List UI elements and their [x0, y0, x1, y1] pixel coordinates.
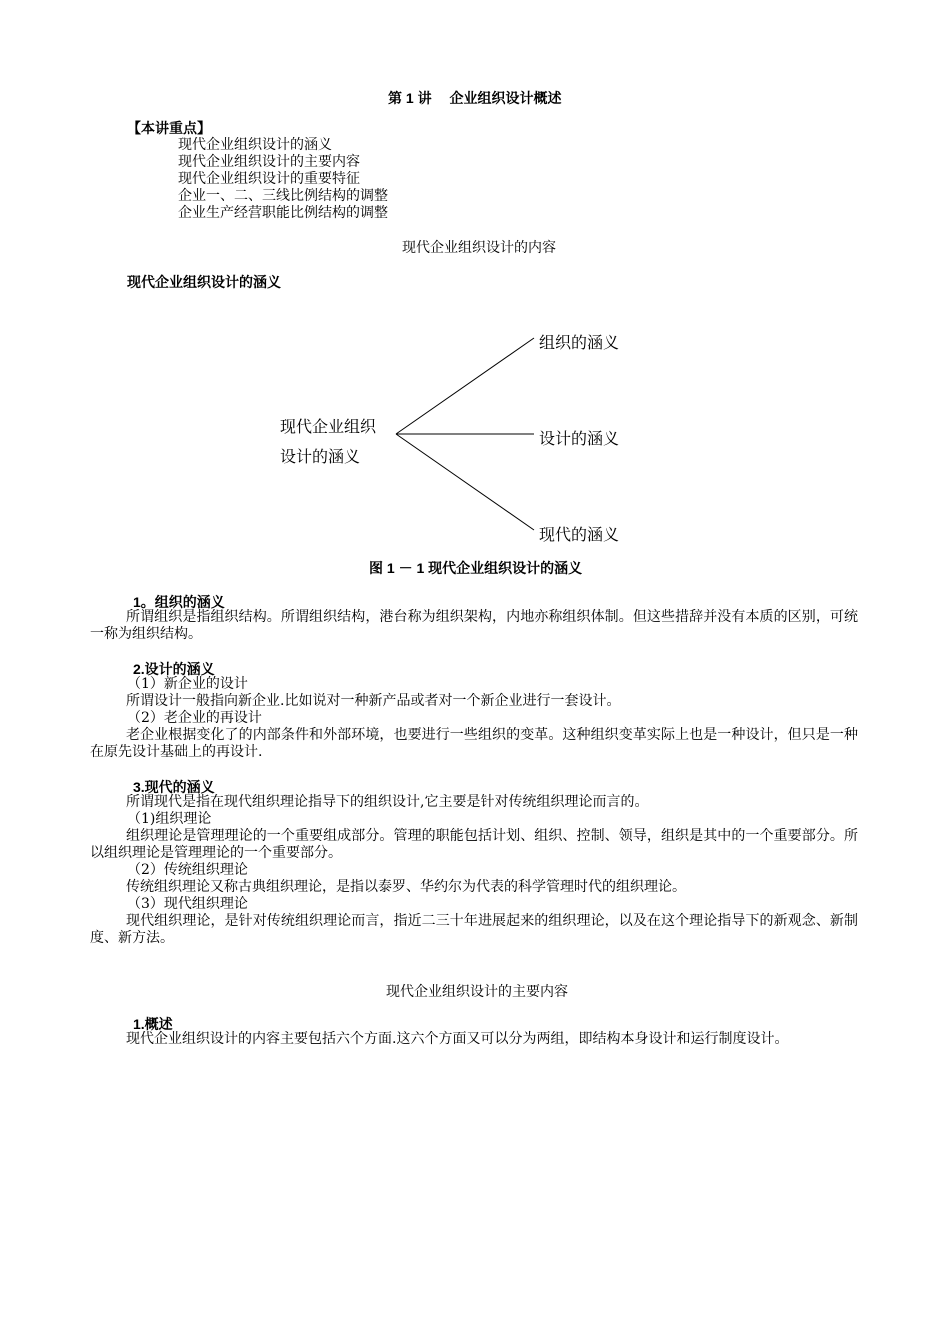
- diagram-branch-modern: 现代的涵义: [539, 525, 620, 544]
- part3-paragraph2: 传统组织理论又称古典组织理论，是指以泰罗、华约尔为代表的科学管理时代的组织理论。: [126, 879, 686, 895]
- key-points-heading: 【本讲重点】: [127, 120, 211, 136]
- key-point-item: 企业生产经营职能比例结构的调整: [178, 205, 388, 221]
- branch-line-top: [396, 338, 534, 434]
- figure-caption: 图 1 － 1 现代企业组织设计的涵义: [369, 560, 583, 576]
- diagram-root-line2: 设计的涵义: [280, 447, 361, 466]
- part2-heading: 2.设计的涵义: [133, 661, 215, 677]
- key-point-item: 现代企业组织设计的涵义: [178, 137, 332, 153]
- part1-paragraph: 所谓组织是指组织结构。所谓组织结构，港台称为组织架构，内地亦称组织体制。但这些措辞并没有本质的区别，可统一称为组织结构。: [90, 609, 858, 642]
- part3-intro: 所谓现代是指在现代组织理论指导下的组织设计,它主要是针对传统组织理论而言的。: [126, 794, 649, 810]
- lecture-title: 第 1 讲 企业组织设计概述: [388, 90, 562, 106]
- section-title: 现代企业组织设计的内容: [402, 239, 556, 255]
- part2-sub1: （1）新企业的设计: [127, 676, 248, 692]
- part1-heading: 1。组织的涵义: [133, 594, 225, 610]
- diagram-branch-org: 组织的涵义: [539, 333, 620, 352]
- part2-paragraph1: 所谓设计一般指向新企业.比如说对一种新产品或者对一个新企业进行一套设计。: [126, 693, 621, 709]
- part3-sub1: （1)组织理论: [127, 811, 212, 827]
- part3-paragraph3: 现代组织理论，是针对传统组织理论而言，指近二三十年进展起来的组织理论，以及在这个理论指导下的新观念、新制度、新方法。: [90, 913, 858, 946]
- section-title: 现代企业组织设计的主要内容: [386, 983, 568, 999]
- part2-paragraph2: 老企业根据变化了的内部条件和外部环境，也要进行一些组织的变革。这种组织变革实际上也是一种设计，但只是一种在原先设计基础上的再设计.: [90, 727, 858, 760]
- part3-sub2: （2）传统组织理论: [127, 862, 248, 878]
- part2-sub2: （2）老企业的再设计: [127, 710, 262, 726]
- branch-line-bottom: [396, 434, 534, 530]
- section-subtitle: 现代企业组织设计的涵义: [127, 274, 281, 290]
- part3-sub3: （3）现代组织理论: [127, 896, 248, 912]
- key-point-item: 企业一、二、三线比例结构的调整: [178, 188, 388, 204]
- diagram-branch-design: 设计的涵义: [539, 429, 620, 448]
- section2-paragraph: 现代企业组织设计的内容主要包括六个方面.这六个方面又可以分为两组，即结构本身设计和运行制度设计。: [126, 1031, 789, 1047]
- part3-paragraph1: 组织理论是管理理论的一个重要组成部分。管理的职能包括计划、组织、控制、领导，组织是其中的一个重要部分。所以组织理论是管理理论的一个重要部分。: [90, 828, 858, 861]
- key-point-item: 现代企业组织设计的重要特征: [178, 171, 360, 187]
- diagram-root-line1: 现代企业组织: [280, 417, 377, 436]
- key-point-item: 现代企业组织设计的主要内容: [178, 154, 360, 170]
- section2-heading: 1.概述: [133, 1016, 173, 1032]
- part3-heading: 3.现代的涵义: [133, 779, 215, 795]
